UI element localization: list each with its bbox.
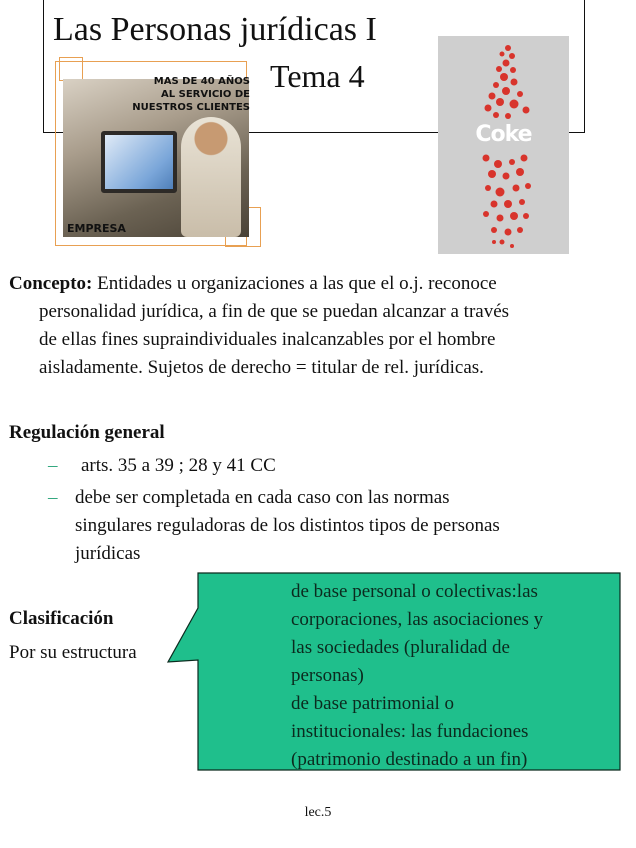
classification-label: Por su estructura — [9, 642, 137, 663]
bullet-dash: – — [48, 455, 58, 476]
page-subtitle: Tema 4 — [270, 58, 365, 94]
bullet-text-line: jurídicas — [75, 543, 141, 564]
regulation-heading: Regulación general — [9, 422, 165, 443]
promo-banner-line: NUESTROS CLIENTES — [132, 102, 250, 113]
footer-label: lec.5 — [304, 805, 332, 820]
classification-heading: Clasificación — [9, 608, 114, 629]
callout-text — [291, 578, 621, 774]
concept-line: de ellas fines supraindividuales inalcanzables por el hombre — [39, 329, 496, 350]
callout-line: de base patrimonial o — [291, 693, 455, 714]
callout-line: las sociedades (pluralidad de — [291, 637, 510, 658]
callout-line: (patrimonio destinado a un fin) — [291, 749, 528, 770]
bullet-dash: – — [48, 487, 58, 508]
concept-label: Concepto: — [9, 273, 93, 294]
concept-line: aisladamente. Sujetos de derecho = titular de rel. jurídicas. — [39, 357, 484, 378]
bullet-text-line: singulares reguladoras de los distintos tipos de personas — [75, 515, 500, 536]
bullet-text-line: debe ser completada en cada caso con las normas — [75, 487, 450, 508]
callout-line: corporaciones, las asociaciones y — [291, 609, 544, 630]
bullet-text: arts. 35 a 39 ; 28 y 41 CC — [81, 455, 276, 476]
concept-text: Entidades u organizaciones a las que el o.j. reconoce — [92, 273, 497, 294]
concept-line: personalidad jurídica, a fin de que se puedan alcanzar a través — [39, 301, 510, 322]
promo-banner-line: AL SERVICIO DE — [161, 89, 250, 100]
callout-line: de base personal o colectivas:las — [291, 581, 538, 602]
page-title: Las Personas jurídicas I — [53, 11, 377, 48]
promo-brand: EMPRESA — [67, 222, 126, 235]
callout-line: institucionales: las fundaciones — [291, 721, 529, 742]
callout-line: personas) — [291, 665, 364, 686]
promo-banner-line: MAS DE 40 AÑOS — [153, 76, 250, 87]
coke-logo: Coke — [475, 122, 532, 147]
